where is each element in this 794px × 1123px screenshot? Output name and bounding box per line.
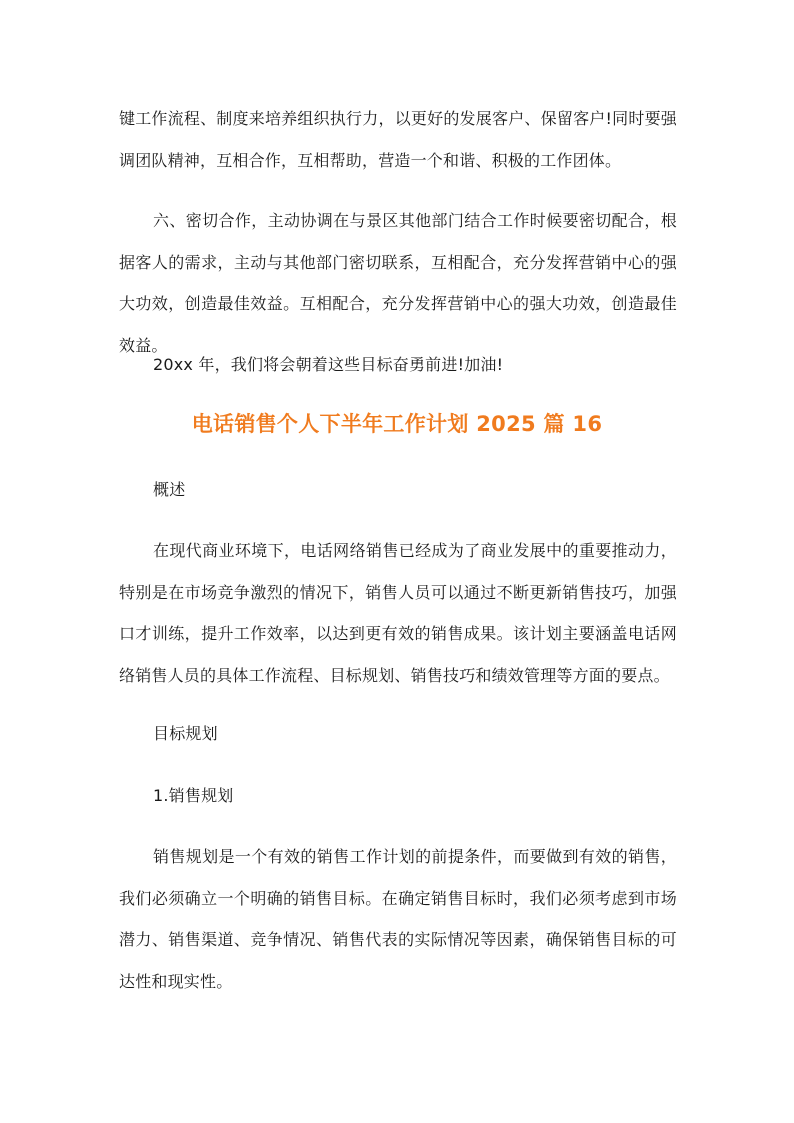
paragraph-overview: 在现代商业环境下，电话网络销售已经成为了商业发展中的重要推动力，特别是在市场竞争激烈的情况下，销售人员可以通过不断更新销售技巧，加强口才训练，提升工作效率，以达到更有效的销售成果。该计划主要涵盖电话网络销售人员的具体工作流程、目标规划、销售技巧和绩效管理等方面的要点。 [119, 541, 677, 685]
paragraph-overview-label: 概述 [153, 480, 186, 499]
paragraph-cooperation: 六、密切合作，主动协调在与景区其他部门结合工作时候要密切配合，根据客人的需求，主动与其他部门密切联系，互相配合，充分发挥营销中心的强大功效，创造最佳效益。互相配合，充分发挥营销中心的强大功效，创造最佳效益。 [119, 211, 677, 355]
paragraph-sales-plan-label: 1.销售规划 [153, 786, 234, 805]
paragraph-continued: 键工作流程、制度来培养组织执行力，以更好的发展客户、保留客户!同时要强调团队精神，互相合作，互相帮助，营造一个和谐、积极的工作团体。 [119, 109, 677, 170]
section-heading: 电话销售个人下半年工作计划 2025 篇 16 [191, 412, 603, 436]
paragraph-sales-plan: 销售规划是一个有效的销售工作计划的前提条件，而要做到有效的销售，我们必须确立一个明确的销售目标。在确定销售目标时，我们必须考虑到市场潜力、销售渠道、竞争情况、销售代表的实际情况等因素，确保销售目标的可达性和现实性。 [119, 847, 677, 991]
paragraph-goal-label: 目标规划 [153, 724, 218, 743]
paragraph-closing: 20xx 年，我们将会朝着这些目标奋勇前进!加油! [153, 355, 504, 374]
